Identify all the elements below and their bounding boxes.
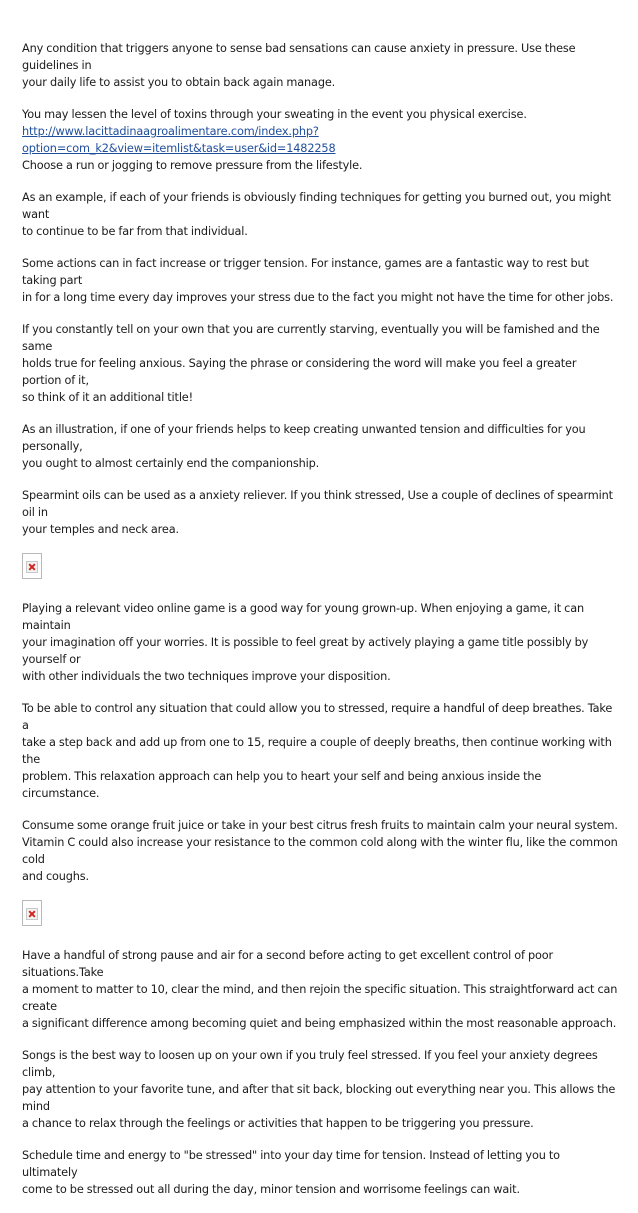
paragraph-5 xyxy=(22,321,618,406)
text-line: You may lessen the level of toxins through your sweating in the event you physical exercise. xyxy=(22,108,527,121)
paragraph-6 xyxy=(22,421,618,472)
paragraph-8 xyxy=(22,600,618,685)
paragraph-4 xyxy=(22,255,618,306)
text-line: your imagination off your worries. It is possible to feel great by actively playing a game title possibly by yourself or xyxy=(22,636,589,666)
text-line: come to be stressed out all during the day, minor tension and worrisome feelings can wait. xyxy=(22,1183,520,1196)
text-line: Choose a run or jogging to remove pressure from the lifestyle. xyxy=(22,159,363,172)
paragraph-3 xyxy=(22,189,618,240)
text-line: Vitamin C could also increase your resistance to the common cold along with the winter flu, like the common cold xyxy=(22,836,618,866)
text-line: pay attention to your favorite tune, and after that sit back, blocking out everything near you. This allows the mind xyxy=(22,1083,616,1113)
text-line: Playing a relevant video online game is a good way for young grown-up. When enjoying a game, it can maintain xyxy=(22,602,584,632)
text-line: in for a long time every day improves your stress due to the fact you might not have the time for other jobs. xyxy=(22,291,614,304)
text-line: your daily life to assist you to obtain back again manage. xyxy=(22,76,336,89)
paragraph-9 xyxy=(22,700,618,802)
text-line: you ought to almost certainly end the companionship. xyxy=(22,457,320,470)
text-line: Songs is the best way to loosen up on your own if you truly feel stressed. If you feel your anxiety degrees climb, xyxy=(22,1049,598,1079)
paragraph-2 xyxy=(22,106,618,174)
text-line: As an example, if each of your friends is obviously finding techniques for getting you burned out, you might want xyxy=(22,191,611,221)
paragraph-12 xyxy=(22,1047,618,1132)
text-line: Have a handful of strong pause and air for a second before acting to get excellent control of poor situations.Take xyxy=(22,949,554,979)
text-line: Some actions can in fact increase or trigger tension. For instance, games are a fantastic way to rest but taking part xyxy=(22,257,589,287)
paragraph-10 xyxy=(22,817,618,885)
text-line: Spearmint oils can be used as a anxiety reliever. If you think stressed, Use a couple of declines of spearmint oil in xyxy=(22,489,613,519)
text-line: Any condition that triggers anyone to sense bad sensations can cause anxiety in pressure. Use these guidelines in xyxy=(22,42,576,72)
red-x-icon xyxy=(26,908,38,920)
paragraph-7 xyxy=(22,487,618,538)
text-line: take a step back and add up from one to 15, require a couple of deeply breaths, then continue working with the xyxy=(22,736,612,766)
broken-image-icon xyxy=(22,553,42,579)
text-line: to continue to be far from that individual. xyxy=(22,225,248,238)
text-line: To be able to control any situation that could allow you to stressed, require a handful of deep breathes. Take a xyxy=(22,702,613,732)
paragraph-1 xyxy=(22,40,618,91)
text-line: problem. This relaxation approach can help you to heart your self and being anxious inside the circumstance. xyxy=(22,770,542,800)
paragraph-11 xyxy=(22,947,618,1032)
paragraph-13 xyxy=(22,1147,618,1198)
text-line: As an illustration, if one of your friends helps to keep creating unwanted tension and difficulties for you personally, xyxy=(22,423,586,453)
red-x-icon xyxy=(26,561,38,573)
text-line: a chance to relax through the feelings or activities that happen to be triggering you pressure. xyxy=(22,1117,534,1130)
broken-image-icon xyxy=(22,900,42,926)
article-body xyxy=(22,40,618,1213)
text-line: Schedule time and energy to "be stressed" into your day time for tension. Instead of letting you to ultimately xyxy=(22,1149,560,1179)
text-line: and coughs. xyxy=(22,870,89,883)
text-line: a significant difference among becoming quiet and being emphasized within the most reasonable approach. xyxy=(22,1017,617,1030)
text-line: Consume some orange fruit juice or take in your best citrus fresh fruits to maintain calm your neural system. xyxy=(22,819,618,832)
text-line: your temples and neck area. xyxy=(22,523,179,536)
hyperlink[interactable]: http://www.lacittadinaagroalimentare.com/index.php?option=com_k2&view=itemlist&task=user&id=1482258 xyxy=(22,125,336,155)
text-line: a moment to matter to 10, clear the mind, and then rejoin the specific situation. This straightforward act can create xyxy=(22,983,618,1013)
text-line: with other individuals the two techniques improve your disposition. xyxy=(22,670,391,683)
text-line: holds true for feeling anxious. Saying the phrase or considering the word will make you feel a greater portion of it, xyxy=(22,357,577,387)
text-line: so think of it an additional title! xyxy=(22,391,193,404)
text-line: If you constantly tell on your own that you are currently starving, eventually you will be famished and the same xyxy=(22,323,600,353)
